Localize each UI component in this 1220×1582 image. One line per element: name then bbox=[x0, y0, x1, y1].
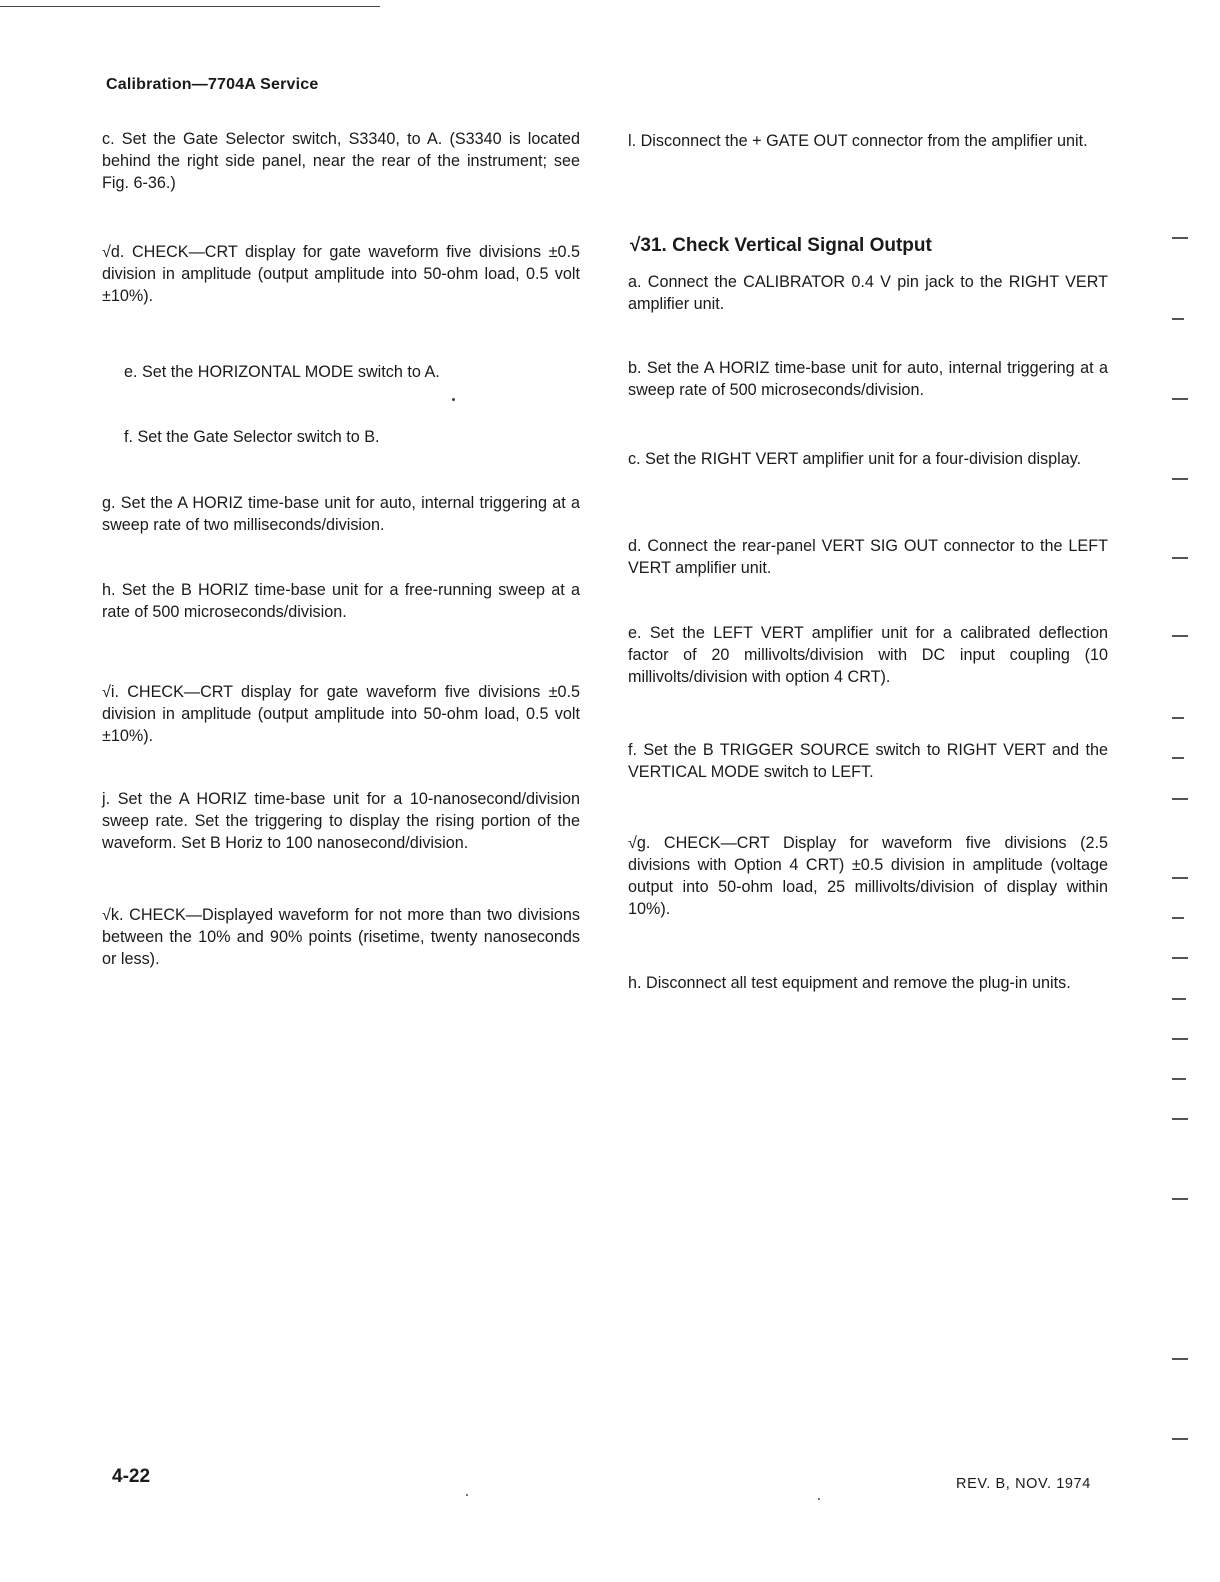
margin-mark bbox=[1172, 1438, 1188, 1440]
margin-mark bbox=[1172, 877, 1188, 879]
left-step-f: f. Set the Gate Selector switch to B. bbox=[124, 428, 380, 446]
right-step-g: √g. CHECK—CRT Display for waveform five divisions (2.5 divisions with Option 4 CRT) ±0.5 division in amplitude (voltage output into 50-ohm load, 25 millivolts/division of display within 10%). bbox=[628, 834, 1108, 918]
margin-mark bbox=[1172, 1358, 1188, 1360]
right-step-b: b. Set the A HORIZ time-base unit for auto, internal triggering at a sweep rate of 500 microseconds/division. bbox=[628, 359, 1108, 399]
right-step-h: h. Disconnect all test equipment and remove the plug-in units. bbox=[628, 974, 1071, 992]
margin-mark bbox=[1172, 1038, 1188, 1040]
margin-mark bbox=[1172, 1078, 1186, 1080]
left-step-k: √k. CHECK—Displayed waveform for not more than two divisions between the 10% and 90% points (risetime, twenty nanoseconds or less). bbox=[102, 906, 580, 968]
left-step-j: j. Set the A HORIZ time-base unit for a 10-nanosecond/division sweep rate. Set the triggering to display the rising portion of the waveform. Set B Horiz to 100 nanosecond/division. bbox=[102, 790, 580, 852]
margin-mark bbox=[1172, 635, 1188, 637]
right-step-f: f. Set the B TRIGGER SOURCE switch to RIGHT VERT and the VERTICAL MODE switch to LEFT. bbox=[628, 741, 1108, 781]
margin-mark bbox=[1172, 998, 1186, 1000]
scan-dot bbox=[818, 1498, 820, 1500]
right-step-a: a. Connect the CALIBRATOR 0.4 V pin jack to the RIGHT VERT amplifier unit. bbox=[628, 273, 1108, 313]
margin-mark bbox=[1172, 398, 1188, 400]
left-step-i: √i. CHECK—CRT display for gate waveform five divisions ±0.5 division in amplitude (output amplitude into 50-ohm load, 0.5 volt ±10%). bbox=[102, 683, 580, 745]
margin-mark bbox=[1172, 318, 1184, 320]
left-step-h: h. Set the B HORIZ time-base unit for a free-running sweep at a rate of 500 microseconds/division. bbox=[102, 581, 580, 621]
margin-mark bbox=[1172, 1118, 1188, 1120]
section-heading: √31. Check Vertical Signal Output bbox=[630, 235, 932, 256]
margin-mark bbox=[1172, 957, 1188, 959]
margin-mark bbox=[1172, 478, 1188, 480]
scan-dot bbox=[466, 1494, 468, 1496]
right-step-d: d. Connect the rear-panel VERT SIG OUT connector to the LEFT VERT amplifier unit. bbox=[628, 537, 1108, 577]
scan-dot bbox=[452, 398, 455, 401]
left-step-c: c. Set the Gate Selector switch, S3340, to A. (S3340 is located behind the right side panel, near the rear of the instrument; see Fig. 6-36.) bbox=[102, 130, 580, 192]
page-number: 4-22 bbox=[112, 1466, 151, 1487]
right-step-l: l. Disconnect the + GATE OUT connector from the amplifier unit. bbox=[628, 132, 1088, 150]
revision-date: REV. B, NOV. 1974 bbox=[956, 1476, 1091, 1492]
margin-mark bbox=[1172, 237, 1188, 239]
left-step-e: e. Set the HORIZONTAL MODE switch to A. bbox=[124, 363, 440, 381]
top-rule bbox=[0, 6, 380, 7]
running-head: Calibration—7704A Service bbox=[106, 76, 319, 93]
margin-mark bbox=[1172, 1198, 1188, 1200]
right-step-c: c. Set the RIGHT VERT amplifier unit for a four-division display. bbox=[628, 450, 1082, 468]
left-step-g: g. Set the A HORIZ time-base unit for auto, internal triggering at a sweep rate of two milliseconds/division. bbox=[102, 494, 580, 534]
right-step-e: e. Set the LEFT VERT amplifier unit for a calibrated deflection factor of 20 millivolts/division with DC input coupling (10 millivolts/division with option 4 CRT). bbox=[628, 624, 1108, 686]
margin-mark bbox=[1172, 798, 1188, 800]
left-step-d: √d. CHECK—CRT display for gate waveform five divisions ±0.5 division in amplitude (output amplitude into 50-ohm load, 0.5 volt ±10%). bbox=[102, 243, 580, 305]
margin-mark bbox=[1172, 917, 1184, 919]
margin-mark bbox=[1172, 717, 1184, 719]
margin-mark bbox=[1172, 557, 1188, 559]
margin-mark bbox=[1172, 757, 1184, 759]
